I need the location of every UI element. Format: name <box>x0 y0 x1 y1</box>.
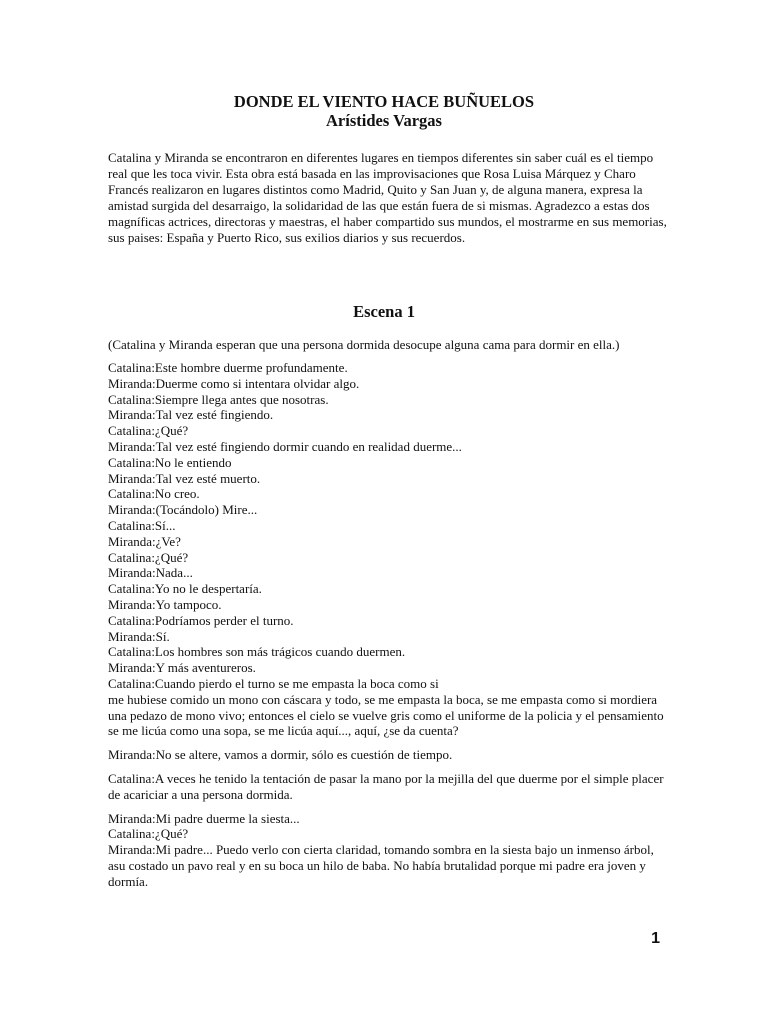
page-number: 1 <box>651 930 660 947</box>
dialogue-line: Miranda:Tal vez esté fingiendo dormir cuando en realidad duerme... <box>108 438 462 454</box>
dialogue-line: Catalina:¿Qué? <box>108 826 189 842</box>
dialogue-line: Miranda:(Tocándolo) Mire... <box>108 502 258 518</box>
intro-paragraph: Catalina y Miranda se encontraron en diferentes lugares en tiempos diferentes sin saber cuál es el tiempo real que les toca vivir. Esta obra está basada en las improvisaciones que Rosa Luisa Márquez y Charo Francés realizaron en lugares distintos como Madrid, Quito y San Juan y, de alguna manera, expresa la amistad surgida del desarraigo, la solidaridad de las que están fuera de si mismas. Agradezco a estas dos magníficas actrices, directoras y maestras, el haber compartido sus mundos, el mostrarme en sus memorias, sus paises: España y Puerto Rico, sus exilios diarios y sus recuerdos. <box>108 150 667 245</box>
dialogue-line: Catalina:Podríamos perder el turno. <box>108 612 294 628</box>
dialogue-line: Miranda:Mi padre... Puedo verlo con cierta claridad, tomando sombra en la siesta bajo un inmenso árbol, asu costado un pavo real y en su boca un hilo de baba. No había brutalidad porque mi padre era joven y dormía. <box>108 842 654 889</box>
dialogue-line: Miranda:Yo tampoco. <box>108 596 222 612</box>
document-header <box>0 92 768 130</box>
dialogue-line: Miranda:Duerme como si intentara olvidar algo. <box>108 375 360 391</box>
dialogue-line: Catalina:No le entiendo <box>108 454 232 470</box>
dialogue-line: Catalina:¿Qué? <box>108 549 189 565</box>
dialogue <box>108 360 668 890</box>
dialogue-line: Miranda:Tal vez esté fingiendo. <box>108 407 274 423</box>
dialogue-line: Miranda:Mi padre duerme la siesta... <box>108 810 300 826</box>
dialogue-line: Catalina:No creo. <box>108 486 200 502</box>
dialogue-line: Catalina:Yo no le despertaría. <box>108 581 262 597</box>
document-title: DONDE EL VIENTO HACE BUÑUELOS <box>233 92 535 111</box>
dialogue-line: Catalina:Sí... <box>108 517 176 533</box>
dialogue-line: Miranda:Sí. <box>108 628 170 644</box>
document-author: Arístides Vargas <box>326 111 442 130</box>
dialogue-line: Catalina:Este hombre duerme profundamente. <box>108 360 348 375</box>
dialogue-line: Miranda:Y más aventureros. <box>108 660 256 676</box>
dialogue-line: Catalina:Cuando pierdo el turno se me empasta la boca como si <box>108 675 439 691</box>
dialogue-line: me hubiese comido un mono con cáscara y todo, se me empasta la boca, se me empasta como si mordiera una pedazo de mono vivo; entonces el cielo se vuelve gris como el uniforme de la policia y el pensamiento se me licúa como una sopa, se me licúa aquí..., aquí, ¿se da cuenta? <box>108 691 664 739</box>
dialogue-line: Miranda:Tal vez esté muerto. <box>108 470 261 486</box>
dialogue-line: Miranda:¿Ve? <box>108 533 181 549</box>
dialogue-block <box>108 811 668 890</box>
dialogue-line: Miranda:Nada... <box>108 565 193 581</box>
dialogue-paragraph: Catalina:A veces he tenido la tentación de pasar la mano por la mejilla del que duerme por el simple placer de acariciar a una persona dormida. <box>108 770 664 802</box>
dialogue-paragraph: Miranda:No se altere, vamos a dormir, sólo es cuestión de tiempo. <box>108 747 453 763</box>
dialogue-line: Catalina:¿Qué? <box>108 423 189 439</box>
dialogue-line: Catalina:Los hombres son más trágicos cuando duermen. <box>108 644 406 660</box>
stage-direction: (Catalina y Miranda esperan que una persona dormida desocupe alguna cama para dormir en ella.) <box>108 337 620 352</box>
scene-title: Escena 1 <box>353 302 415 321</box>
dialogue-line: Catalina:Siempre llega antes que nosotras. <box>108 391 329 407</box>
